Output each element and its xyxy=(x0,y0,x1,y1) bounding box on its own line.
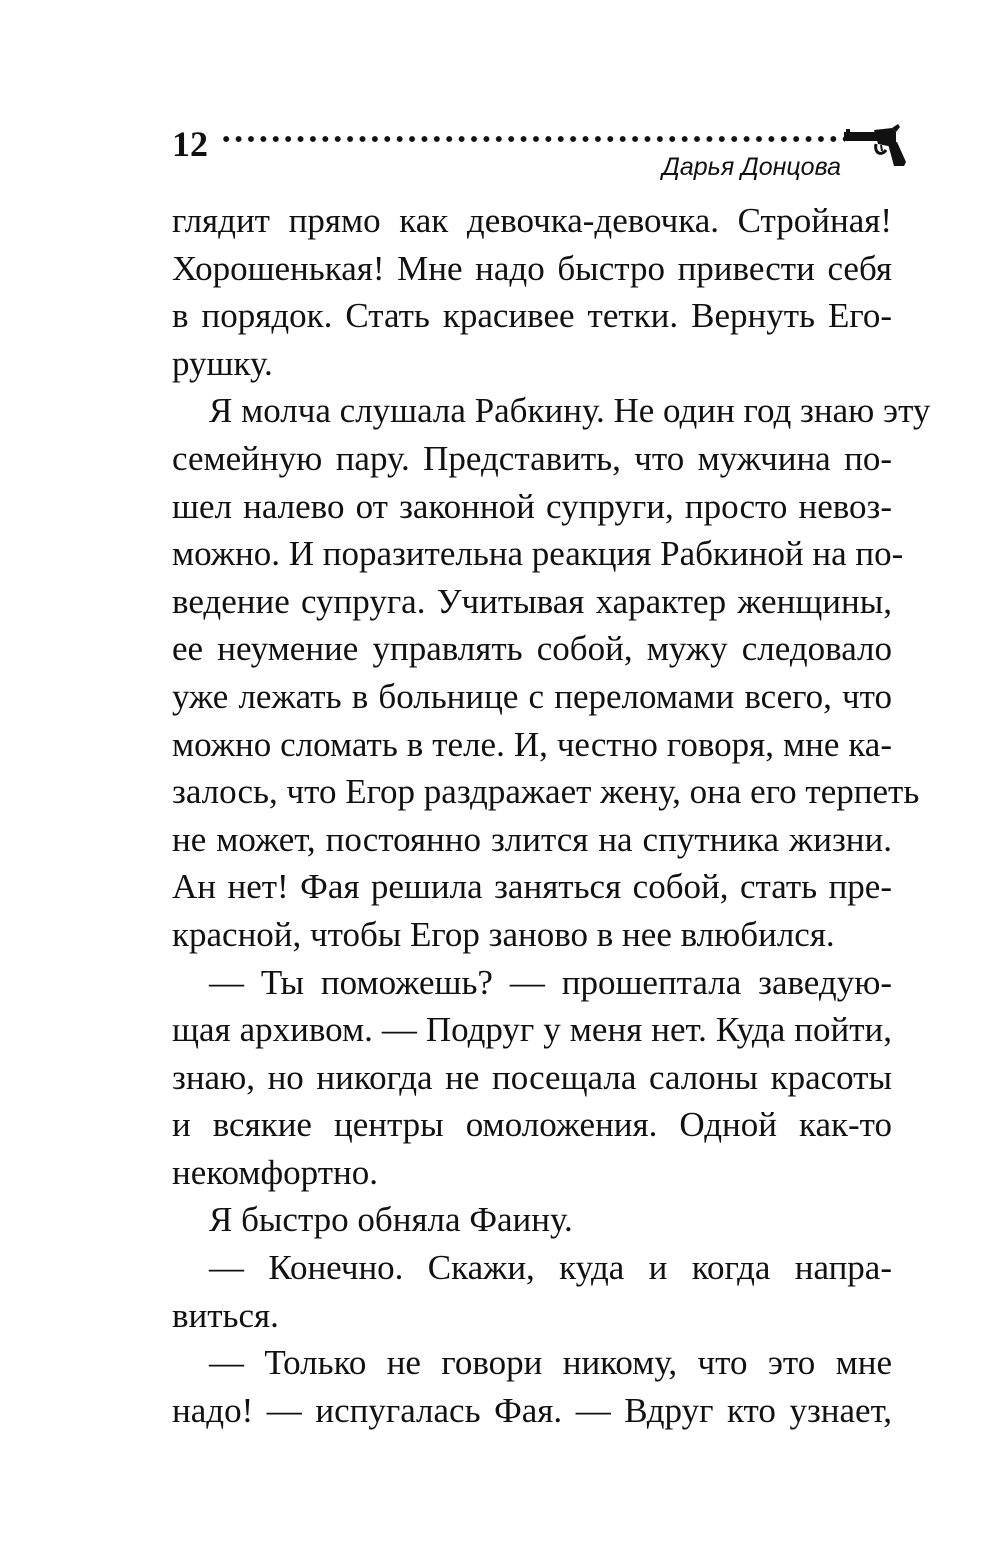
text-line: уже лежать в больнице с переломами всего, что xyxy=(172,676,892,716)
body-text xyxy=(172,197,931,1434)
text-line: Ан нет! Фая решила заняться собой, стать пре- xyxy=(172,867,892,907)
text-line: некомфортно. xyxy=(172,1152,378,1192)
page-number: 12 xyxy=(172,124,208,164)
text-line: щая архивом. — Подруг у меня нет. Куда пойти, xyxy=(172,1010,892,1050)
running-header xyxy=(172,118,907,198)
text-line: шел налево от законной супруги, просто невоз- xyxy=(172,486,892,526)
text-line: в порядок. Стать красивее тетки. Вернуть Его- xyxy=(172,296,892,336)
dot-leader xyxy=(220,135,845,143)
text-line: красной, чтобы Егор заново в нее влюбился. xyxy=(172,914,835,954)
text-line: — Ты поможешь? — прошептала заведую- xyxy=(209,962,892,1002)
text-line: залось, что Егор раздражает жену, она его терпеть xyxy=(172,772,920,812)
text-line: можно сломать в теле. И, честно говоря, мне ка- xyxy=(172,724,892,764)
text-line: можно. И поразительна реакция Рабкиной на по- xyxy=(172,534,904,574)
text-line: Я молча слушала Рабкину. Не один год знаю эту xyxy=(209,391,931,431)
text-line: ее неумение управлять собой, мужу следовало xyxy=(172,629,892,669)
text-line: глядит прямо как девочка-девочка. Стройная! xyxy=(172,201,892,240)
text-line: и всякие центры омоложения. Одной как-то xyxy=(172,1105,892,1145)
text-line: — Только не говори никому, что это мне xyxy=(209,1343,892,1383)
text-line: надо! — испугалась Фая. — Вдруг кто узнает, xyxy=(172,1390,892,1430)
text-line: рушку. xyxy=(172,343,273,383)
text-line: Хорошенькая! Мне надо быстро привести себя xyxy=(172,248,892,288)
author-name: Дарья Донцова xyxy=(662,153,841,181)
revolver-icon xyxy=(844,120,908,168)
text-line: семейную пару. Представить, что мужчина по- xyxy=(172,438,892,478)
text-line: виться. xyxy=(172,1295,279,1335)
text-line: знаю, но никогда не посещала салоны красоты xyxy=(172,1057,892,1097)
text-line: не может, постоянно злится на спутника жизни. xyxy=(172,819,892,859)
text-line: Я быстро обняла Фаину. xyxy=(209,1200,573,1240)
text-line: — Конечно. Скажи, куда и когда напра- xyxy=(209,1248,892,1288)
text-line: ведение супруга. Учитывая характер женщины, xyxy=(172,581,892,621)
